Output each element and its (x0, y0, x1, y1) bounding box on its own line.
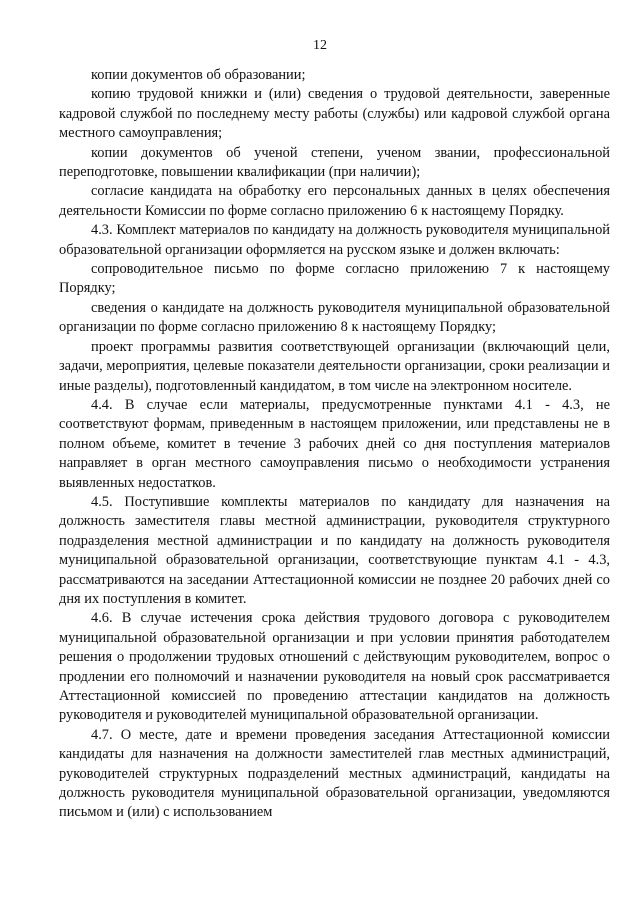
paragraph-4-5: 4.5. Поступившие комплекты материалов по кандидату для назначения на должность заместителя главы местной администрации, руководителя структурного подразделения местной администрации и по кандидату на должность руководителя муниципальной образовательной организации, соответствующие пунктам 4.1 - 4.3, рассматриваются на заседании Аттестационной комиссии не позднее 20 рабочих дней со дня их поступления в комитет. (59, 493, 610, 607)
paragraph-4-7: 4.7. О месте, дате и времени проведения заседания Аттестационной комиссии кандидаты для назначения на должности заместителей глав местных администраций, руководителей структурных подразделений местных администраций, кандидаты на должность руководителя муниципальной образовательной организации, уведомляются письмом и (или) с использованием (59, 726, 610, 821)
paragraph-candidate-info: сведения о кандидате на должность руководителя муниципальной образовательной организации по форме согласно приложению 8 к настоящему Порядку; (59, 299, 610, 336)
paragraph-4-4: 4.4. В случае если материалы, предусмотренные пунктами 4.1 - 4.3, не соответствуют формам, приведенным в настоящем приложении, или представлены не в полном объеме, комитет в течение 3 рабочих дней со дня поступления материалов направляет в орган местного самоуправления письмо о необходимости устранения выявленных недостатков. (59, 396, 610, 491)
page-number: 12 (313, 38, 327, 53)
paragraph-education-docs: копии документов об образовании; (91, 67, 306, 83)
paragraph-development-program: проект программы развития соответствующей организации (включающий цели, задачи, мероприятия, целевые показатели деятельности организации, сроки реализации и иные разделы), подготовленный кандидатом, в том числе на электронном носителе. (59, 338, 610, 394)
paragraph-work-record: копию трудовой книжки и (или) сведения о трудовой деятельности, заверенные кадровой службой по последнему месту работы (службы) или кадровой службой органа местного самоуправления; (59, 86, 610, 142)
paragraph-4-3: 4.3. Комплект материалов по кандидату на должность руководителя муниципальной образовательной организации оформляется на русском языке и должен включать: (59, 222, 610, 258)
document-body (59, 66, 610, 823)
paragraph-4-6: 4.6. В случае истечения срока действия трудового договора с руководителем муниципальной образовательной организации и при условии принятия работодателем решения о продолжении трудовых отношений с действующим руководителем, вопрос о продлении его полномочий и назначении руководителя на новый срок рассматривается Аттестационной комиссией по проведению аттестации кандидатов на должность руководителя и руководителей муниципальной образовательной организации. (59, 610, 610, 724)
paragraph-cover-letter: сопроводительное письмо по форме согласно приложению 7 к настоящему Порядку; (59, 261, 610, 297)
paragraph-degree-docs: копии документов об ученой степени, ученом звании, профессиональной переподготовке, повышении квалификации (при наличии); (59, 144, 610, 181)
paragraph-consent: согласие кандидата на обработку его персональных данных в целях обеспечения деятельности Комиссии по форме согласно приложению 6 к настоящему Порядку. (59, 183, 610, 219)
